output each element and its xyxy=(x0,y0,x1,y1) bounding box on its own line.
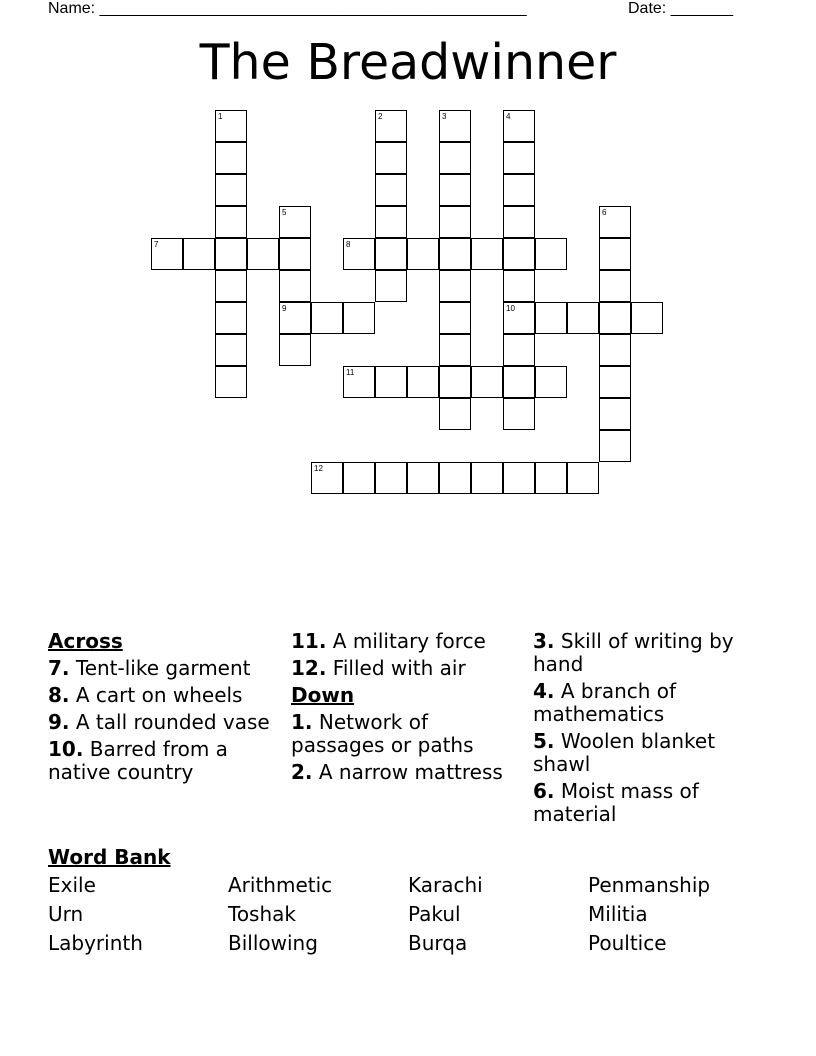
clue-text: Tent-like garment xyxy=(75,656,251,680)
clue-number: 11. xyxy=(291,629,327,653)
grid-cell[interactable] xyxy=(535,366,567,398)
name-field-label: Name: ________________________________________________ xyxy=(48,0,527,17)
word-bank-item: Pakul xyxy=(408,902,461,926)
grid-cell[interactable] xyxy=(599,398,631,430)
grid-cell[interactable] xyxy=(247,238,279,270)
cell-number: 10 xyxy=(506,304,515,313)
grid-cell[interactable] xyxy=(503,142,535,174)
grid-cell[interactable] xyxy=(215,206,247,238)
across-heading: Across xyxy=(48,629,123,653)
word-bank-item: Urn xyxy=(48,902,84,926)
grid-cell[interactable] xyxy=(503,238,535,270)
grid-cell[interactable] xyxy=(215,142,247,174)
grid-cell[interactable] xyxy=(535,462,567,494)
grid-cell[interactable] xyxy=(439,462,471,494)
grid-cell[interactable] xyxy=(439,270,471,302)
clue-across-8 xyxy=(48,684,280,707)
clue-text: Filled with air xyxy=(332,656,466,680)
grid-cell[interactable] xyxy=(567,302,599,334)
clue-text: A branch of mathematics xyxy=(533,679,677,726)
grid-cell[interactable] xyxy=(375,142,407,174)
cell-number: 4 xyxy=(506,112,511,121)
clue-column-3 xyxy=(533,630,765,830)
grid-cell[interactable] xyxy=(343,366,375,398)
clue-text: A military force xyxy=(332,629,486,653)
clue-text: Barred from a native country xyxy=(48,737,228,784)
clue-down-6 xyxy=(533,780,765,826)
grid-cell[interactable] xyxy=(599,206,631,238)
grid-cell[interactable] xyxy=(343,238,375,270)
grid-cell[interactable] xyxy=(503,462,535,494)
grid-cell[interactable] xyxy=(503,398,535,430)
grid-cell[interactable] xyxy=(215,366,247,398)
cell-number: 2 xyxy=(378,112,383,121)
clue-number: 10. xyxy=(48,737,84,761)
grid-cell[interactable] xyxy=(279,302,311,334)
grid-cell[interactable] xyxy=(407,462,439,494)
cell-number: 3 xyxy=(442,112,447,121)
date-field-label: Date: _______ xyxy=(628,0,733,17)
grid-cell[interactable] xyxy=(439,302,471,334)
grid-cell[interactable] xyxy=(151,238,183,270)
clue-number: 7. xyxy=(48,656,70,680)
grid-cell[interactable] xyxy=(503,110,535,142)
word-bank-item: Penmanship xyxy=(588,873,711,897)
grid-cell[interactable] xyxy=(535,302,567,334)
grid-cell[interactable] xyxy=(279,334,311,366)
grid-cell[interactable] xyxy=(439,398,471,430)
word-bank-item: Exile xyxy=(48,873,96,897)
word-bank-item: Poultice xyxy=(588,931,667,955)
clue-text: Skill of writing by hand xyxy=(533,629,734,676)
grid-cell[interactable] xyxy=(311,302,343,334)
grid-cell[interactable] xyxy=(343,462,375,494)
grid-cell[interactable] xyxy=(503,174,535,206)
clue-down-5 xyxy=(533,730,765,776)
word-bank-item: Militia xyxy=(588,902,648,926)
grid-cell[interactable] xyxy=(375,206,407,238)
cell-number: 6 xyxy=(602,208,607,217)
grid-cell[interactable] xyxy=(599,334,631,366)
grid-cell[interactable] xyxy=(375,462,407,494)
cell-number: 5 xyxy=(282,208,287,217)
grid-cell[interactable] xyxy=(503,334,535,366)
clue-number: 2. xyxy=(291,760,313,784)
cell-number: 7 xyxy=(154,240,159,249)
word-bank-heading: Word Bank xyxy=(48,845,171,869)
grid-cell[interactable] xyxy=(439,174,471,206)
grid-cell[interactable] xyxy=(215,174,247,206)
clue-number: 4. xyxy=(533,679,555,703)
clue-down-3 xyxy=(533,630,765,676)
clue-number: 12. xyxy=(291,656,327,680)
clue-across-7 xyxy=(48,657,280,680)
clue-down-4 xyxy=(533,680,765,726)
grid-cell[interactable] xyxy=(183,238,215,270)
cell-number: 9 xyxy=(282,304,287,313)
grid-cell[interactable] xyxy=(343,302,375,334)
grid-cell[interactable] xyxy=(215,238,247,270)
cell-number: 12 xyxy=(314,464,323,473)
clue-text: A tall rounded vase xyxy=(75,710,270,734)
grid-cell[interactable] xyxy=(279,238,311,270)
grid-cell[interactable] xyxy=(471,238,503,270)
grid-cell[interactable] xyxy=(503,366,535,398)
page-title: The Breadwinner xyxy=(199,34,617,91)
grid-cell[interactable] xyxy=(503,270,535,302)
clue-across-10 xyxy=(48,738,280,784)
grid-cell[interactable] xyxy=(407,238,439,270)
cell-number: 11 xyxy=(346,368,355,377)
grid-cell[interactable] xyxy=(215,334,247,366)
grid-cell[interactable] xyxy=(439,334,471,366)
clue-number: 3. xyxy=(533,629,555,653)
grid-cell[interactable] xyxy=(599,302,631,334)
clue-number: 5. xyxy=(533,729,555,753)
grid-cell[interactable] xyxy=(439,206,471,238)
grid-cell[interactable] xyxy=(471,366,503,398)
grid-cell[interactable] xyxy=(631,302,663,334)
grid-cell[interactable] xyxy=(215,110,247,142)
grid-cell[interactable] xyxy=(375,270,407,302)
word-bank-item: Billowing xyxy=(228,931,318,955)
grid-cell[interactable] xyxy=(375,366,407,398)
grid-cell[interactable] xyxy=(375,174,407,206)
grid-cell[interactable] xyxy=(439,238,471,270)
grid-cell[interactable] xyxy=(503,302,535,334)
clue-down-1 xyxy=(291,711,523,757)
clue-down-2 xyxy=(291,761,523,784)
down-heading: Down xyxy=(291,683,355,707)
cell-number: 8 xyxy=(346,240,351,249)
clue-text: Moist mass of material xyxy=(533,779,699,826)
grid-cell[interactable] xyxy=(215,302,247,334)
word-bank xyxy=(48,845,711,955)
grid-cell[interactable] xyxy=(599,238,631,270)
grid-cell[interactable] xyxy=(279,206,311,238)
grid-cell[interactable] xyxy=(471,462,503,494)
word-bank-item: Arithmetic xyxy=(228,873,333,897)
grid-cell[interactable] xyxy=(375,238,407,270)
grid-cell[interactable] xyxy=(439,110,471,142)
grid-cell[interactable] xyxy=(503,206,535,238)
grid-cell[interactable] xyxy=(375,110,407,142)
grid-cell[interactable] xyxy=(599,270,631,302)
grid-cell[interactable] xyxy=(567,462,599,494)
word-bank-item: Burqa xyxy=(408,931,468,955)
clue-text: A narrow mattress xyxy=(318,760,503,784)
clue-across-12 xyxy=(291,657,523,680)
clue-column-1 xyxy=(48,630,280,788)
clue-number: 1. xyxy=(291,710,313,734)
grid-cell[interactable] xyxy=(279,270,311,302)
grid-cell[interactable] xyxy=(599,430,631,462)
clue-across-11 xyxy=(291,630,523,653)
clue-number: 9. xyxy=(48,710,70,734)
clue-column-2 xyxy=(291,630,523,788)
grid-cell[interactable] xyxy=(439,142,471,174)
word-bank-item: Labyrinth xyxy=(48,931,143,955)
clue-across-9 xyxy=(48,711,280,734)
grid-cell[interactable] xyxy=(599,366,631,398)
cell-number: 1 xyxy=(218,112,223,121)
word-bank-item: Karachi xyxy=(408,873,483,897)
grid-cell[interactable] xyxy=(535,238,567,270)
clue-text: A cart on wheels xyxy=(75,683,243,707)
grid-cell[interactable] xyxy=(215,270,247,302)
grid-cell[interactable] xyxy=(311,462,343,494)
clue-number: 8. xyxy=(48,683,70,707)
clue-text: Network of passages or paths xyxy=(291,710,474,757)
word-bank-item: Toshak xyxy=(228,902,296,926)
clue-number: 6. xyxy=(533,779,555,803)
clue-text: Woolen blanket shawl xyxy=(533,729,716,776)
grid-cell[interactable] xyxy=(407,366,439,398)
grid-cell[interactable] xyxy=(439,366,471,398)
